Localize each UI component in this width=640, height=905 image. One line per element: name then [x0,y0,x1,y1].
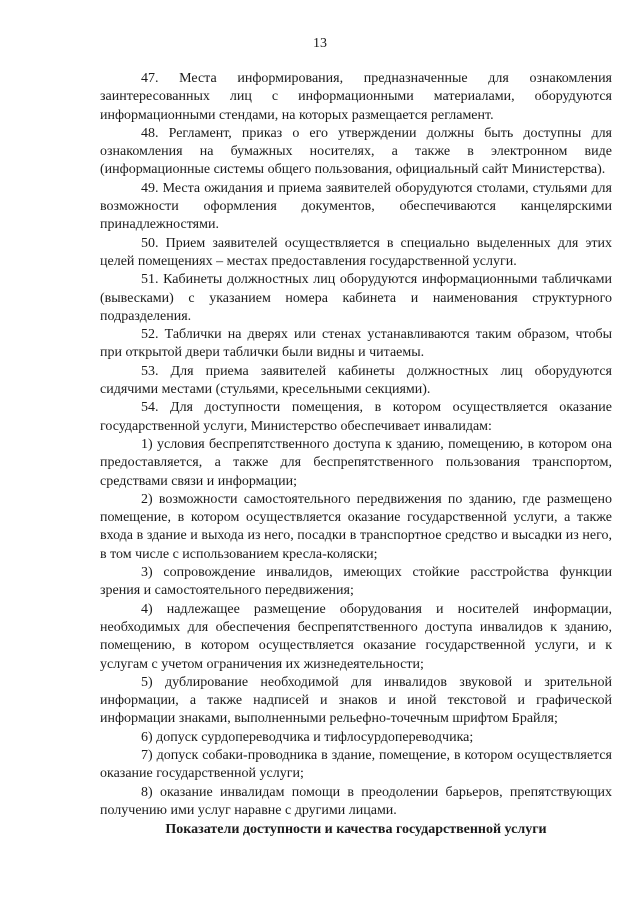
paragraph-50: 50. Прием заявителей осуществляется в специально выделенных для этих целей помещениях – местах предоставления государственной услуги. [100,235,612,269]
list-item-5: 5) дублирование необходимой для инвалидов звуковой и зрительной информации, а также надписей и знаков и иной текстовой и графической информации знаками, выполненными рельефно-точечным шрифтом Брайля; [100,674,612,727]
page-number: 13 [313,36,327,51]
paragraph-51: 51. Кабинеты должностных лиц оборудуются информационными табличками (вывесками) с указанием номера кабинета и наименования структурного подразделения. [100,272,612,324]
list-item-1: 1) условия беспрепятственного доступа к зданию, помещению, в котором она предоставляется, а также для беспрепятственного пользования транспортом, средствами связи и информации; [100,436,612,489]
paragraph-47: 47. Места информирования, предназначенные для ознакомления заинтересованных лиц с информационными материалами, оборудуются информационными стендами, на которых размещается регламент. [100,71,612,123]
paragraph-52: 52. Таблички на дверях или стенах устанавливаются таким образом, чтобы при открытой двери таблички были видны и читаемы. [100,327,612,361]
list-item-2: 2) возможности самостоятельного передвижения по зданию, где размещено помещение, в котором осуществляется оказание государственной услуги, а также входа в здание и выхода из него, посадки в транспортное средство и высадки из него, в том числе с использованием кресла-коляски; [100,491,612,562]
list-item-6: 6) допуск сурдопереводчика и тифлосурдопереводчика; [141,729,474,745]
list-item-3: 3) сопровождение инвалидов, имеющих стойкие расстройства функции зрения и самостоятельного передвижения; [100,565,612,599]
document-body [100,70,612,820]
list-item-4: 4) надлежащее размещение оборудования и носителей информации, необходимых для обеспечения беспрепятственного доступа инвалидов к зданию, помещению, в котором осуществляется оказание государственной услуги, и к услугам с учетом ограничения их жизнедеятельности; [100,601,612,672]
section-heading: Показатели доступности и качества государственной услуги [165,822,547,837]
paragraph-54: 54. Для доступности помещения, в котором осуществляется оказание государственной услуги, Министерство обеспечивает инвалидам: [100,400,612,434]
list-item-8: 8) оказание инвалидам помощи в преодолении барьеров, препятствующих получению ими услуг наравне с другими лицами. [100,784,612,818]
paragraph-49: 49. Места ожидания и приема заявителей оборудуются столами, стульями для возможности оформления документов, обеспечиваются канцелярскими принадлежностями. [100,180,612,233]
paragraph-53: 53. Для приема заявителей кабинеты должностных лиц оборудуются сидячими местами (стульями, кресельными секциями). [100,363,612,398]
paragraph-48: 48. Регламент, приказ о его утверждении должны быть доступны для ознакомления на бумажных носителях, а также в электронном виде (информационные системы общего пользования, официальный сайт Министерства). [100,125,612,178]
list-item-7: 7) допуск собаки-проводника в здание, помещение, в котором осуществляется оказание государственной услуги; [100,747,612,782]
